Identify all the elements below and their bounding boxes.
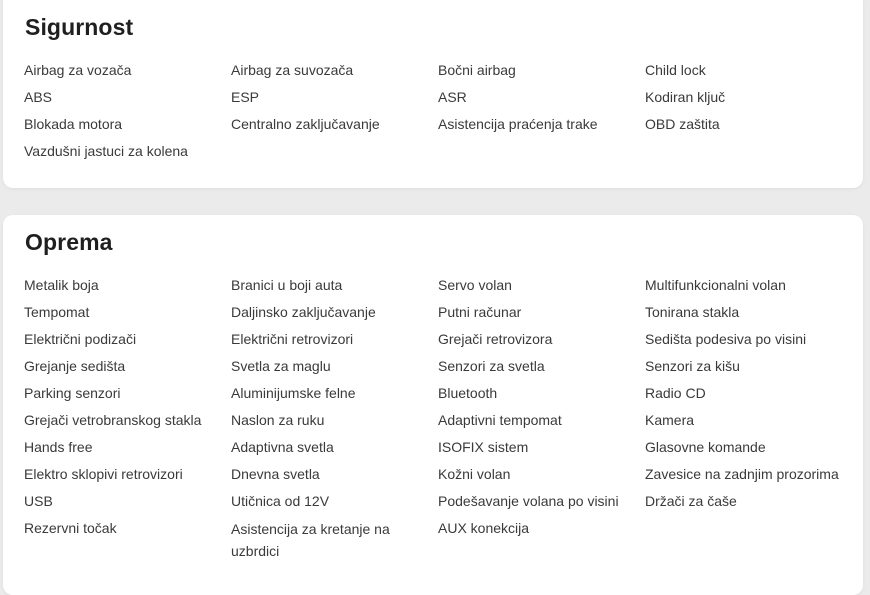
feature-item: AUX konekcija (438, 520, 530, 536)
feature-item: Svetla za maglu (231, 358, 331, 374)
feature-item: Putni računar (438, 304, 522, 320)
feature-item: Kodiran ključ (645, 89, 726, 105)
feature-item: Kamera (645, 412, 695, 428)
feature-item: Grejanje sedišta (24, 358, 126, 374)
feature-item: Metalik boja (24, 277, 99, 293)
feature-item: Tempomat (24, 304, 90, 320)
equipment-section-title: Oprema (25, 229, 113, 255)
feature-item: Utičnica od 12V (231, 493, 330, 509)
feature-item: Blokada motora (24, 116, 123, 132)
feature-item: Naslon za ruku (231, 412, 325, 428)
feature-item: Asistencija praćenja trake (438, 116, 598, 132)
safety-section (3, 0, 863, 188)
feature-item: Električni podizači (24, 331, 137, 347)
feature-item: Glasovne komande (645, 439, 766, 455)
feature-item: Asistencija za kretanje na uzbrdici (231, 521, 390, 559)
feature-item: Bluetooth (438, 385, 498, 401)
feature-item: Airbag za vozača (24, 62, 132, 78)
feature-item: Električni retrovizori (231, 331, 354, 347)
feature-item: Grejači retrovizora (438, 331, 553, 347)
feature-item: Rezervni točak (24, 520, 117, 536)
feature-item: Branici u boji auta (231, 277, 343, 293)
feature-item: Senzori za kišu (645, 358, 740, 374)
feature-item: OBD zaštita (645, 116, 720, 132)
safety-feature-list (24, 60, 865, 168)
feature-item: Bočni airbag (438, 62, 516, 78)
feature-item: Parking senzori (24, 385, 121, 401)
feature-item: Tonirana stakla (645, 304, 740, 320)
feature-item: Daljinsko zaključavanje (231, 304, 376, 320)
feature-item: Podešavanje volana po visini (438, 493, 619, 509)
feature-item: Aluminijumske felne (231, 385, 356, 401)
feature-item: USB (24, 493, 53, 509)
feature-item: Grejači vetrobranskog stakla (24, 412, 202, 428)
feature-item: Adaptivna svetla (231, 439, 334, 455)
feature-item: Vazdušni jastuci za kolena (24, 143, 188, 159)
feature-item: Senzori za svetla (438, 358, 545, 374)
feature-item: Dnevna svetla (231, 466, 320, 482)
feature-item: ESP (231, 89, 260, 105)
feature-item: Multifunkcionalni volan (645, 277, 786, 293)
feature-item: ABS (24, 89, 53, 105)
feature-item: Centralno zaključavanje (231, 116, 380, 132)
feature-item: Airbag za suvozača (231, 62, 354, 78)
feature-item: ASR (438, 89, 467, 105)
equipment-section (3, 215, 863, 595)
feature-item: Zavesice na zadnjim prozorima (645, 466, 839, 482)
feature-item: Radio CD (645, 385, 706, 401)
equipment-feature-list (24, 275, 865, 559)
feature-item: Servo volan (438, 277, 512, 293)
feature-item: Kožni volan (438, 466, 511, 482)
feature-item: Child lock (645, 62, 706, 78)
feature-item: Sedišta podesiva po visini (645, 331, 807, 347)
safety-section-title: Sigurnost (25, 14, 134, 40)
feature-item: Adaptivni tempomat (438, 412, 562, 428)
feature-item: Elektro sklopivi retrovizori (24, 466, 183, 482)
feature-item: Držači za čaše (645, 493, 737, 509)
feature-item: Hands free (24, 439, 93, 455)
feature-item: ISOFIX sistem (438, 439, 529, 455)
